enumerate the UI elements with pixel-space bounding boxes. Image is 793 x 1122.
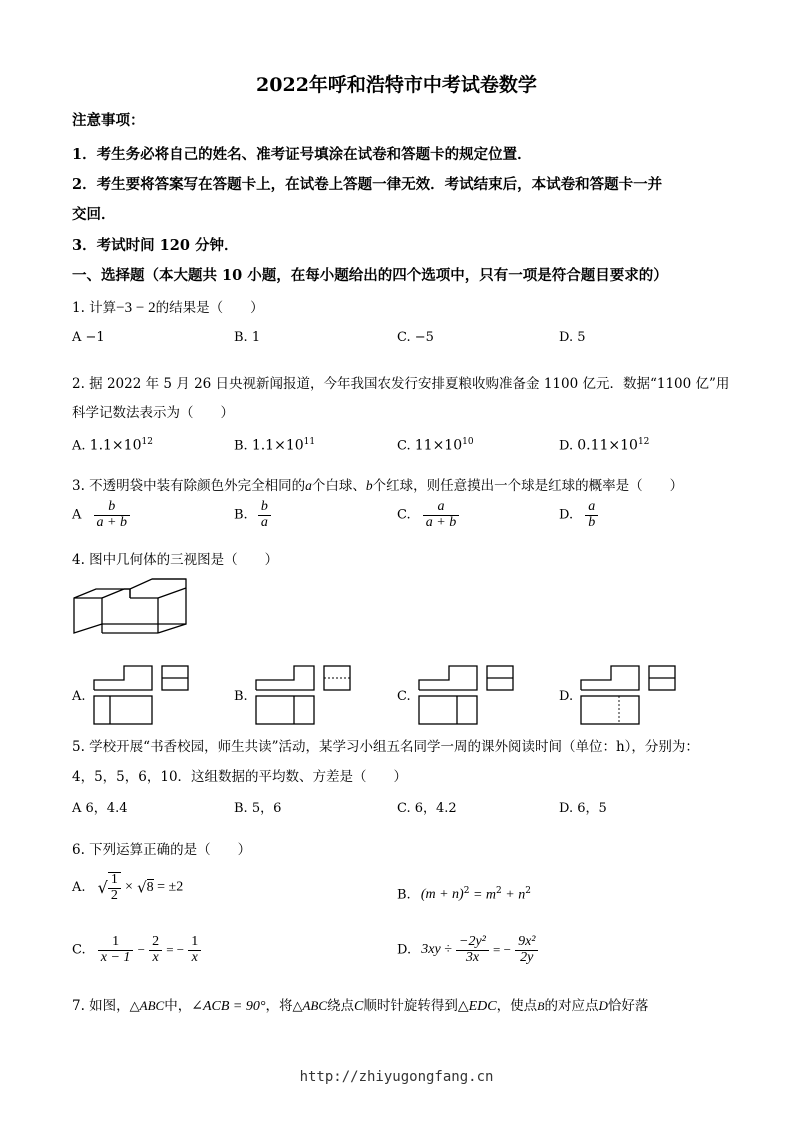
q4-option-d-views[interactable] bbox=[579, 664, 679, 726]
notice-item-2: 2．考生要将答案写在答题卡上，在试卷上答题一律无效．考试结束后，本试卷和答题卡一并 bbox=[72, 176, 663, 193]
q2-option-a[interactable]: A. $1.1\times 10^{12}$ bbox=[72, 437, 153, 454]
q4-option-d-label[interactable]: D. bbox=[559, 689, 574, 704]
q1-option-c[interactable]: C. −5 bbox=[397, 330, 434, 345]
notice-heading: 注意事项： bbox=[72, 112, 145, 129]
q6-option-d[interactable]: D. 3xy ÷ $\frac{\text{−2y²}}{3x}$ = − $\frac{\text{9x²}}{2y}$ bbox=[397, 935, 538, 965]
notice-item-3: 3．考试时间 120 分钟． bbox=[72, 237, 239, 254]
footer-url[interactable]: http://zhiyugongfang.cn bbox=[299, 1069, 494, 1085]
question-2-line-2: 科学记数法表示为（ ） bbox=[72, 405, 234, 421]
q4-option-a-views[interactable] bbox=[92, 664, 192, 726]
question-3: 3. 不透明袋中装有除颜色外完全相同的a个白球、b个红球，则任意摸出一个球是红球的概率是（ ） bbox=[72, 478, 684, 494]
q6-option-c[interactable]: C. $\frac{1}{x - 1}$ − $\frac{2}{x}$ = − $\frac{1}{x}$ bbox=[72, 935, 201, 965]
q2-option-b[interactable]: B. $1.1\times 10^{11}$ bbox=[234, 437, 316, 454]
q2-option-c[interactable]: C. $11\times 10^{10}$ bbox=[397, 437, 474, 454]
question-5-line-2: 4，5，5，6，10．这组数据的平均数、方差是（ ） bbox=[72, 769, 408, 785]
q3-option-a[interactable]: A $\frac{b}{a + b}$ bbox=[72, 500, 130, 530]
q6-option-b[interactable]: B. $(m + n)^2 = m^2 + n^2$ bbox=[397, 886, 531, 903]
question-6: 6. 下列运算正确的是（ ） bbox=[72, 842, 252, 858]
q3-option-d[interactable]: D. $\frac{a}{b}$ bbox=[559, 500, 598, 530]
question-1: 1. 计算−3 − 2的结果是（ ） bbox=[72, 300, 264, 316]
q5-option-d[interactable]: D. 6，5 bbox=[559, 801, 607, 816]
question-4: 4. 图中几何体的三视图是（ ） bbox=[72, 552, 279, 568]
notice-item-1: 1．考生务必将自己的姓名、准考证号填涂在试卷和答题卡的规定位置． bbox=[72, 146, 532, 163]
q4-option-b-label[interactable]: B. bbox=[234, 689, 248, 704]
q5-option-c[interactable]: C. 6，4.2 bbox=[397, 801, 457, 816]
q1-option-a[interactable]: A −1 bbox=[72, 330, 105, 345]
q4-option-a-label[interactable]: A. bbox=[72, 689, 86, 704]
geometry-solid-figure bbox=[70, 572, 192, 634]
section-heading: 一、选择题（本大题共 10 小题，在每小题给出的四个选项中，只有一项是符合题目要求的） bbox=[72, 267, 668, 284]
q3-option-c[interactable]: C. $\frac{a}{a + b}$ bbox=[397, 500, 459, 530]
question-2-line-1: 2. 据 2022 年 5 月 26 日央视新闻报道，今年我国农发行安排夏粮收购准备金 1100 亿元．数据“1100 亿”用 bbox=[72, 376, 730, 392]
q4-option-c-label[interactable]: C. bbox=[397, 689, 411, 704]
question-7: 7. 如图，△ABC中，∠ACB = 90°，将△ABC绕点C顺时针旋转得到△EDC，使点B的对应点D恰好落 bbox=[72, 998, 649, 1014]
question-5-line-1: 5. 学校开展“书香校园，师生共读”活动，某学习小组五名同学一周的课外阅读时间（单位：h），分别为： bbox=[72, 739, 699, 755]
q4-option-b-views[interactable] bbox=[254, 664, 354, 726]
q5-option-a[interactable]: A 6，4.4 bbox=[72, 801, 128, 816]
q4-option-c-views[interactable] bbox=[417, 664, 517, 726]
q2-option-d[interactable]: D. $0.11\times 10^{12}$ bbox=[559, 437, 650, 454]
page-title: 2022年呼和浩特市中考试卷数学 bbox=[256, 74, 537, 96]
notice-item-2-cont: 交回． bbox=[72, 206, 116, 223]
q1-option-d[interactable]: D. 5 bbox=[559, 330, 586, 345]
q1-option-b[interactable]: B. 1 bbox=[234, 330, 261, 345]
q6-option-a[interactable]: A. √ $\frac{1}{2}$ × √8 = ±2 bbox=[72, 872, 184, 903]
q3-option-b[interactable]: B. $\frac{b}{a}$ bbox=[234, 500, 271, 530]
q5-option-b[interactable]: B. 5，6 bbox=[234, 801, 282, 816]
